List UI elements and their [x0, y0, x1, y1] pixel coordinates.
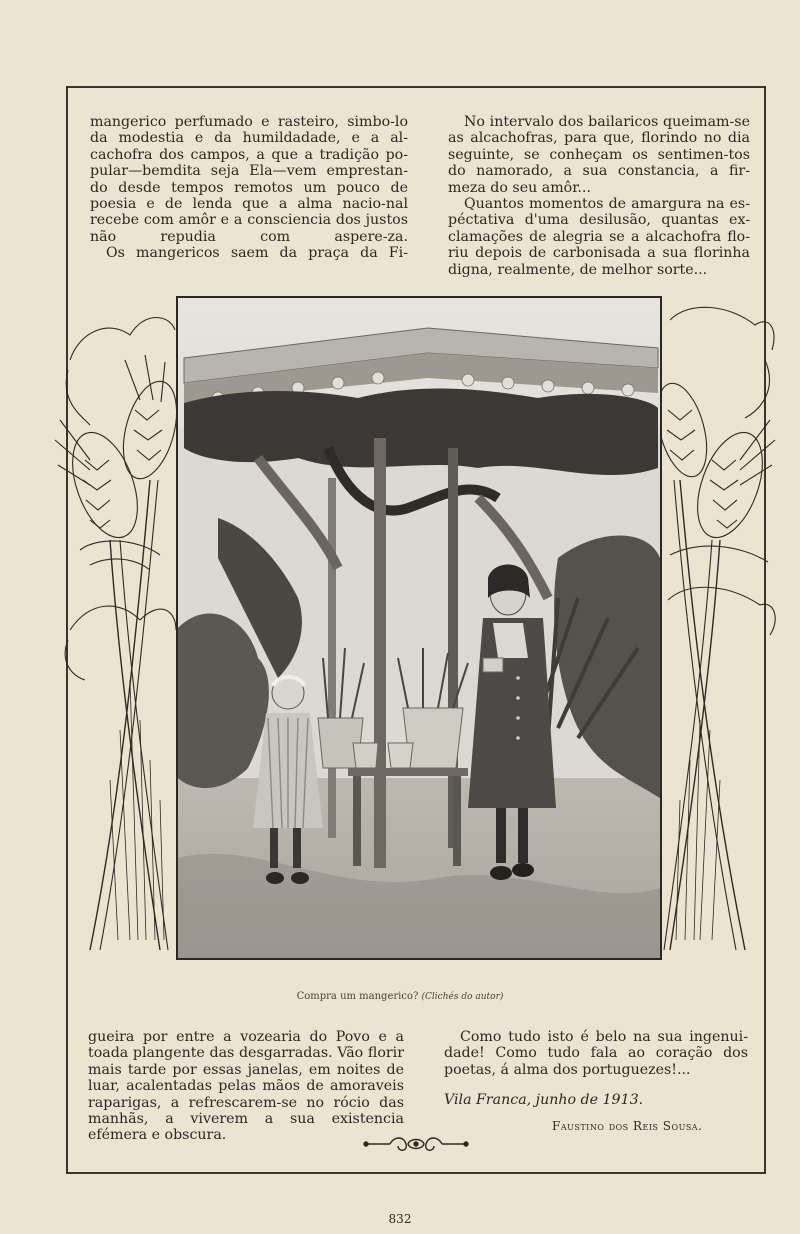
paragraph: Quantos momentos de amargura na es-péctativa d'uma desilusão, quantas ex-clamações de alegria se a alcachofra flo-riu depois de carbonisada a sua florinha digna, realmente, de melhor sorte...: [448, 196, 750, 278]
tailpiece-ornament: [362, 1134, 470, 1154]
column-bottom-left: [88, 1029, 404, 1144]
column-top-right: [448, 114, 750, 278]
place-date: Vila Franca, junho de 1913.: [444, 1092, 644, 1109]
author-signature: Faustino dos Reis Sousa.: [552, 1119, 703, 1133]
column-bottom-right: [444, 1029, 748, 1109]
page-number: 832: [388, 1212, 412, 1226]
paragraph: gueira por entre a vozearia do Povo e a toada plangente das desgarradas. Vão florir mais tarde por essas janelas, em noites de luar, acalentadas pelas mãos de amoraveis raparigas, a refrescarem-se no rócio das manhãs, a viverem a sua existencia efémera e obscura.: [88, 1029, 404, 1144]
caption-text: Compra um mangerico?: [296, 991, 419, 1002]
paragraph: mangerico perfumado e rasteiro, simbo-lo da modestia e da humildadade, e a al-cachofra dos campos, a que a tradição po-pular—bemdita seja Ela—vem emprestan-do desde tempos remotos um pouco de poesia e de lenda que a alma nacio-nal recebe com amôr e a consciencia dos justos não repudia com aspere-za.: [90, 114, 408, 245]
column-top-left: [90, 114, 408, 262]
paragraph: No intervalo dos bailaricos queimam-se as alcachofras, para que, florindo no dia seguinte, se conheçam os sentimen-tos do namorado, a sua constancia, a fir-meza do seu amôr...: [448, 114, 750, 196]
paragraph: Os mangericos saem da praça da Fi-: [106, 245, 408, 262]
photo-caption: [0, 991, 800, 1002]
caption-credit: (Clichés do autor): [421, 992, 504, 1002]
photograph-pavilion-children: [176, 296, 662, 960]
artichoke-ornament-left: [50, 300, 178, 960]
paragraph: Como tudo isto é belo na sua ingenui-dade! Como tudo fala ao coração dos poetas, á alma dos portuguezes!...: [444, 1029, 748, 1078]
artichoke-ornament-right: [660, 300, 780, 960]
